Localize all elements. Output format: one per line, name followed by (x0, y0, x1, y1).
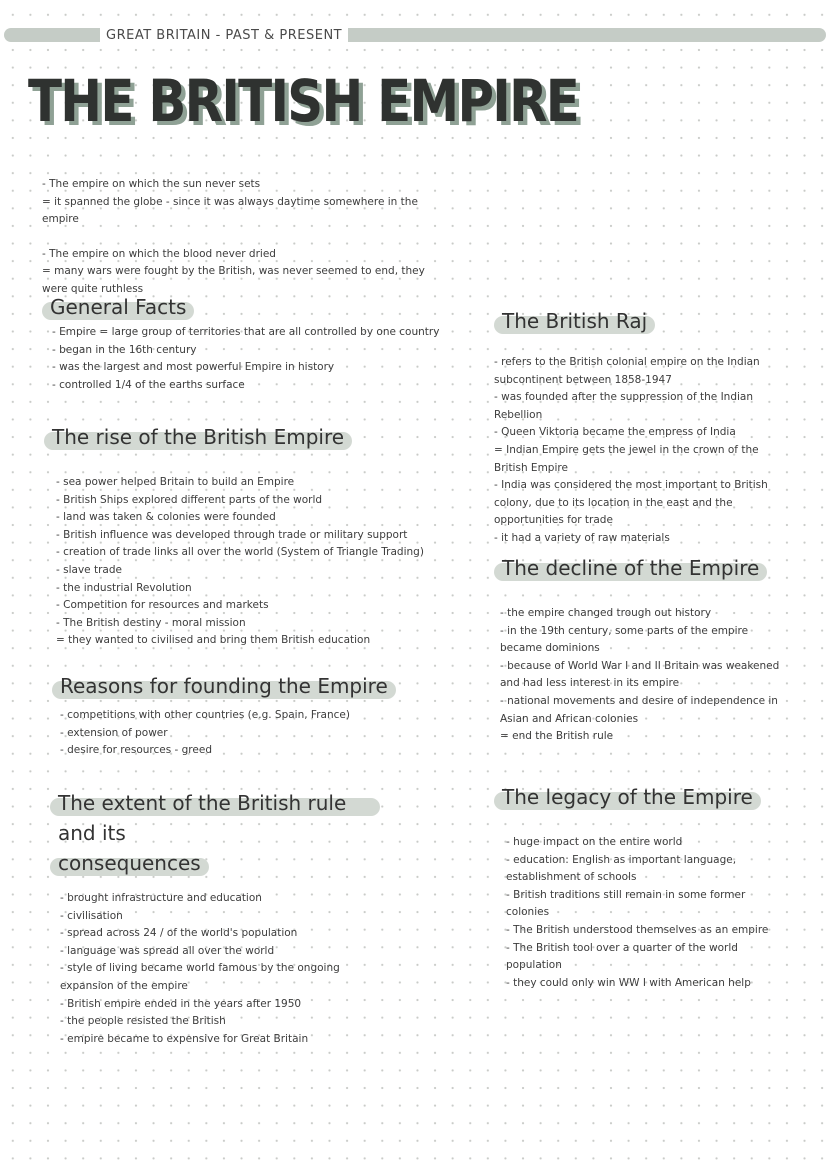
section-list (56, 474, 444, 650)
list-item: - desire for resources - greed (60, 744, 212, 757)
list-item: - British influence was developed through trade or military support (56, 528, 408, 541)
list-item: - slave trade (56, 563, 122, 576)
intro-line: - The empire on which the blood never dried (42, 247, 276, 260)
list-item: - sea power helped Britain to build an Empire (56, 476, 295, 488)
list-item: - civilisation (60, 909, 123, 922)
list-item: - creation of trade links all over the world (System of Triangle Trading) (56, 546, 424, 559)
list-item: = they wanted to civilised and bring them British education (56, 634, 371, 647)
list-item: - The British understood themselves as an empire (506, 923, 769, 936)
list-item: - British Ships explored different parts of the world (56, 493, 323, 506)
section-heading: The extent of the British rule and its (50, 788, 380, 848)
list-item: - controlled 1/4 of the earths surface (52, 378, 245, 391)
list-item: - in the 19th century, some parts of the empire became dominions (500, 624, 749, 655)
list-item: = Indian Empire gets the jewel in the crown of the British Empire (494, 443, 759, 474)
list-item: - Empire = large group of territories that are all controlled by one country (52, 326, 440, 338)
page-title: THE BRITISH EMPIRE (28, 67, 579, 135)
list-item: - The British tool over a quarter of the world population (506, 941, 738, 972)
list-item: - Competition for resources and markets (56, 599, 269, 612)
list-item: = end the British rule (500, 730, 614, 743)
list-item: - empire became to expensive for Great Britain (60, 1032, 309, 1045)
section-legacy (494, 782, 784, 992)
section-list (60, 707, 452, 760)
list-item: - huge impact on the entire world (506, 836, 683, 848)
list-item: - language was spread all over the world (60, 944, 275, 957)
list-item: - British traditions still remain in some former colonies (506, 888, 746, 919)
list-item: - spread across 24 / of the world's population (60, 927, 298, 940)
list-item: - British empire ended in the years after 1950 (60, 997, 302, 1010)
list-item: - because of World War I and II Britain was weakened and had less interest in its empire (500, 659, 780, 690)
list-item: - extension of power (60, 726, 168, 739)
list-item: - The British destiny - moral mission (56, 616, 246, 629)
intro-line: = it spanned the globe - since it was always daytime somewhere in the empire (42, 195, 418, 225)
section-list (506, 834, 784, 992)
list-item: - India was considered the most important to British colony, due to its location in the east and the opportunities for trade (494, 479, 768, 527)
list-item: - was the largest and most powerful Empire in history (52, 361, 335, 374)
section-british-raj (494, 306, 794, 548)
course-label: GREAT BRITAIN - PAST & PRESENT (100, 27, 348, 44)
section-general-facts (42, 292, 442, 394)
section-decline (494, 553, 784, 746)
section-heading: The decline of the Empire (494, 553, 767, 583)
section-heading-continued: consequences (50, 848, 209, 878)
list-item: - the industrial Revolution (56, 581, 192, 594)
section-list (500, 605, 784, 746)
list-item: - it had a variety of raw materials (494, 531, 670, 544)
list-item: - refers to the British colonial empire on the Indian subcontinent between 1858-1947 (494, 356, 760, 386)
section-reasons (52, 671, 452, 760)
list-item: - style of living became world famous by the ongoing expansion of the empire (60, 962, 340, 992)
list-item: - land was taken & colonies were founded (56, 511, 276, 524)
section-heading: The legacy of the Empire (494, 782, 761, 812)
intro-line: - The empire on which the sun never sets (42, 178, 261, 190)
section-list (494, 354, 794, 548)
section-list (60, 890, 380, 1048)
list-item: - the people resisted the British (60, 1015, 226, 1028)
list-item: - began in the 16th century (52, 343, 197, 356)
list-item: - the empire changed trough out history (500, 607, 712, 619)
section-heading: The British Raj (494, 306, 655, 336)
list-item: - was founded after the suppression of the Indian Rebellion (494, 391, 753, 421)
section-heading: Reasons for founding the Empire (52, 671, 396, 701)
list-item: - national movements and desire of independence in Asian and African colonies (500, 694, 778, 725)
section-heading: The rise of the British Empire (44, 422, 352, 452)
list-item: - they could only win WW I with American help (506, 976, 751, 989)
section-list (52, 324, 442, 394)
section-heading: General Facts (42, 292, 194, 322)
intro-line: = many wars were fought by the British, was never seemed to end, they were quite ruthless (42, 265, 425, 295)
list-item: - education: English as important language, establishment of schools (506, 853, 737, 884)
list-item: - competitions with other countries (e.g. Spain, France) (60, 709, 350, 721)
section-extent (50, 788, 380, 1048)
list-item: - Queen Viktoria became the empress of India (494, 426, 736, 439)
section-rise (44, 422, 444, 650)
list-item: - brought infrastructure and education (60, 892, 262, 904)
intro-notes (42, 176, 442, 298)
